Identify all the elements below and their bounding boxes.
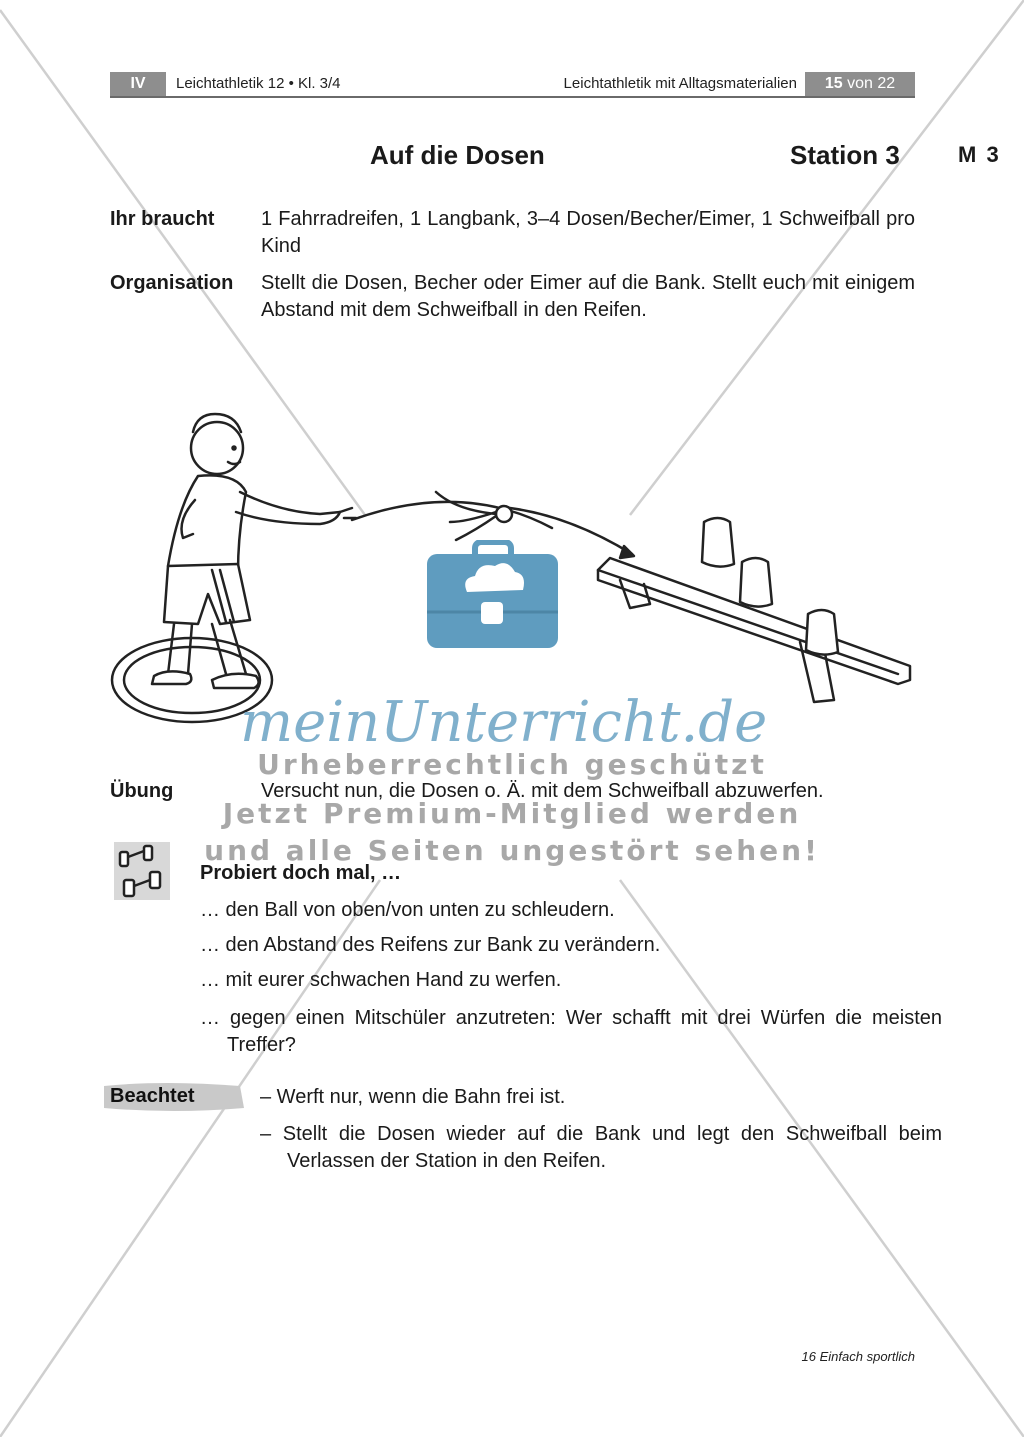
section-badge: IV	[110, 72, 166, 96]
beachtet-item: – Werft nur, wenn die Bahn frei ist.	[260, 1086, 566, 1108]
ihr-braucht-label: Ihr braucht	[110, 208, 215, 230]
beachtet-item: – Stellt die Dosen wieder auf die Bank und legt den Schweifball beim Verlassen der Station in den Reifen.	[260, 1123, 942, 1172]
tip-item: … den Abstand des Reifens zur Bank zu verändern.	[200, 934, 661, 956]
uebung-label: Übung	[110, 780, 174, 802]
watermark-line2: Jetzt Premium-Mitglied werden	[222, 797, 802, 830]
uebung-text: Versucht nun, die Dosen o. Ä. mit dem Schweifball abzuwerfen.	[261, 780, 824, 802]
page-current: 15	[824, 75, 843, 92]
tips-heading: Probiert doch mal, …	[200, 862, 402, 884]
footer-source: 16 Einfach sportlich	[801, 1349, 915, 1364]
tip-item: … mit eurer schwachen Hand zu werfen.	[200, 969, 562, 991]
ihr-braucht-text: 1 Fahrradreifen, 1 Langbank, 3–4 Dosen/Becher/Eimer, 1 Schweifball pro Kind	[261, 208, 915, 257]
header-right-title: Leichtathletik mit Alltagsmaterialien	[563, 75, 797, 92]
page-title: Auf die Dosen	[370, 140, 545, 170]
dumbbell-icon	[114, 842, 170, 900]
page-number	[805, 72, 915, 96]
organisation-label: Organisation	[110, 272, 234, 294]
page-total: von 22	[847, 75, 896, 92]
beachtet-label: Beachtet	[110, 1085, 195, 1107]
watermark-brand: meinUnterricht.de	[240, 690, 768, 755]
watermark-line3: und alle Seiten ungestört sehen!	[204, 834, 820, 867]
station-label: Station 3	[790, 140, 900, 170]
briefcase-logo-icon	[425, 540, 560, 650]
watermark-line1: Urheberrechtlich geschützt	[257, 748, 767, 781]
organisation-text: Stellt die Dosen, Becher oder Eimer auf die Bank. Stellt euch mit einigem Abstand mit dem Schweifball in den Reifen.	[261, 272, 915, 321]
header-left-title: Leichtathletik 12 • Kl. 3/4	[176, 75, 341, 92]
tip-item: … den Ball von oben/von unten zu schleudern.	[200, 899, 615, 921]
tip-item: … gegen einen Mitschüler anzutreten: Wer schafft mit drei Würfen die meisten Treffer?	[200, 1007, 942, 1056]
material-tag: M 3	[958, 142, 1001, 167]
page-header	[110, 72, 915, 98]
